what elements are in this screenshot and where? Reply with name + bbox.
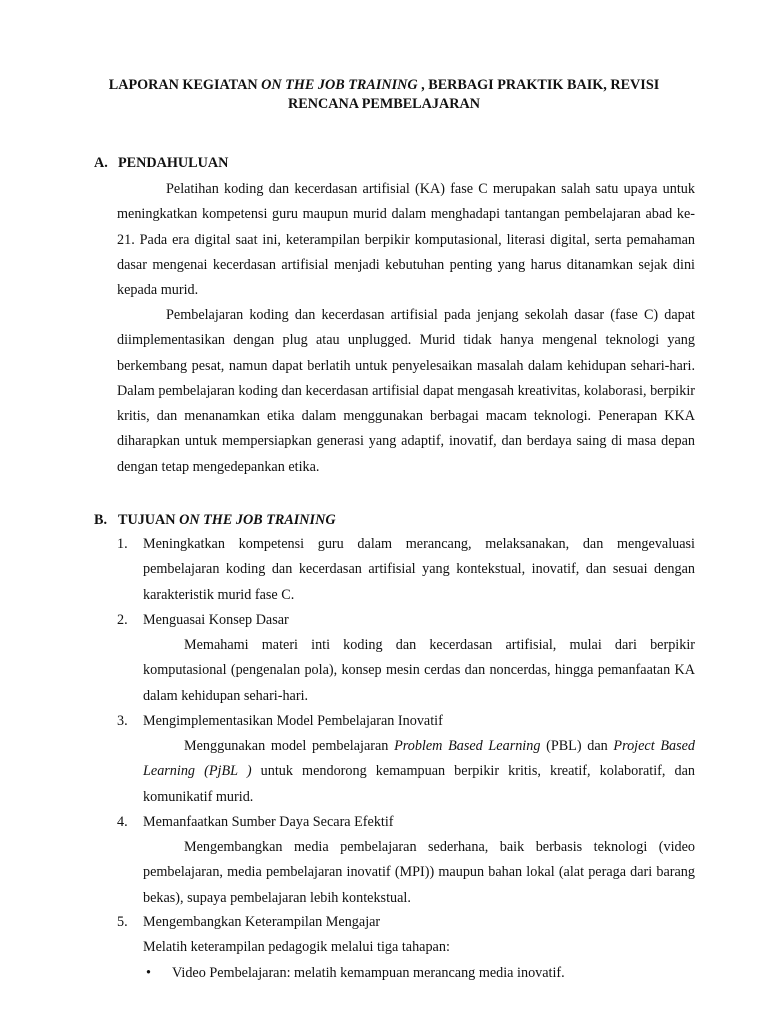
section-b-heading	[94, 510, 336, 530]
list-item-text: Mengembangkan Keterampilan Mengajar	[143, 914, 381, 930]
list-item-5-description: Melatih keterampilan pedagogik melalui tiga tahapan:	[143, 939, 450, 955]
list-item-2-description: Memahami materi inti koding dan kecerdasan artifisial, mulai dari berpikir komputasional (pengenalan pola), konsep mesin cerdas dan noncerdas, hingga pemanfaatan KA dalam kehidupan sehari-hari.	[143, 637, 695, 704]
section-a-title: PENDAHULUAN	[118, 155, 229, 171]
list-item-text: Memanfaatkan Sumber Daya Secara Efektif	[143, 814, 394, 830]
bullet-item-1	[146, 961, 695, 986]
desc-text: untuk mendorong kemampuan berpikir kritis, kreatif, kolaboratif, dan komunikatif murid.	[143, 763, 695, 805]
list-item-number: 1.	[117, 536, 128, 552]
bullet-icon: •	[146, 965, 151, 981]
title-text-italic: ON THE JOB TRAINING	[261, 77, 418, 93]
list-item-number: 2.	[117, 612, 128, 628]
bullet-text: Video Pembelajaran: melatih kemampuan merancang media inovatif.	[172, 965, 565, 981]
list-item-3-description	[143, 734, 695, 810]
list-item-text: Menguasai Konsep Dasar	[143, 612, 289, 628]
list-item-number: 3.	[117, 713, 128, 729]
section-b-title-italic: ON THE JOB TRAINING	[179, 512, 336, 528]
section-a-paragraph-2: Pembelajaran koding dan kecerdasan artifisial pada jenjang sekolah dasar (fase C) dapat diimplementasikan dengan plug atau unplugged. Murid tidak hanya mengenal teknologi yang berkembang pesat, namun dapat berlatih untuk penyelesaikan masalah dalam kehidupan sehari-hari. Dalam pembelajaran koding dan kecerdasan artifisial dapat mengasah kreativitas, kolaborasi, berpikir kritis, dan menanamkan etika dalam menggunakan berbagai macam teknologi. Penerapan KKA diharapkan untuk mempersiapkan generasi yang adaptif, inovatif, dan berdaya saing di masa depan dengan tetap mengedepankan etika.	[117, 307, 695, 475]
list-item-text: Meningkatkan kompetensi guru dalam merancang, melaksanakan, dan mengevaluasi pembelajaran koding dan kecerdasan artifisial yang kontekstual, inovatif, dan sesuai dengan karakteristik murid fase C.	[143, 536, 695, 603]
desc-italic-pbl: Problem Based Learning	[394, 738, 541, 754]
list-item-number: 5.	[117, 914, 128, 930]
list-item-2	[117, 608, 695, 633]
list-item-number: 4.	[117, 814, 128, 830]
desc-italic-pjbl: Project Based Learning (PjBL )	[143, 738, 695, 780]
section-a-letter: A.	[94, 155, 108, 171]
list-item-5	[117, 910, 695, 935]
section-a-paragraph-1: Pelatihan koding dan kecerdasan artifisial (KA) fase C merupakan salah satu upaya untuk meningkatkan kompetensi guru maupun murid dalam menghadapi tantangan pembelajaran abad ke-21. Pada era digital saat ini, keterampilan berpikir komputasional, literasi digital, serta pemahaman dasar mengenai kecerdasan artifisial menjadi kebutuhan penting yang harus ditanamkan sejak dini kepada murid.	[117, 181, 695, 299]
list-item-3	[117, 709, 695, 734]
section-a-heading	[94, 153, 228, 173]
desc-text: Menggunakan model pembelajaran	[184, 738, 395, 754]
list-item-4	[117, 810, 695, 835]
section-b-letter: B.	[94, 512, 108, 528]
title-text-a: LAPORAN KEGIATAN	[108, 77, 262, 93]
document-title	[60, 76, 708, 114]
list-item-4-description: Mengembangkan media pembelajaran sederhana, baik berbasis teknologi (video pembelajaran, media pembelajaran inovatif (MPI)) maupun bahan lokal (alat peraga dari barang bekas), supaya pembelajaran lebih kontekstual.	[143, 839, 695, 906]
list-item-1	[117, 532, 695, 608]
section-b-title: TUJUAN	[118, 512, 180, 528]
desc-text: (PBL) dan	[540, 738, 614, 754]
title-line-2: RENCANA PEMBELAJARAN	[288, 96, 480, 112]
list-item-text: Mengimplementasikan Model Pembelajaran Inovatif	[143, 713, 443, 729]
title-line-1	[60, 76, 708, 95]
title-text-c: , BERBAGI PRAKTIK BAIK, REVISI	[417, 77, 660, 93]
